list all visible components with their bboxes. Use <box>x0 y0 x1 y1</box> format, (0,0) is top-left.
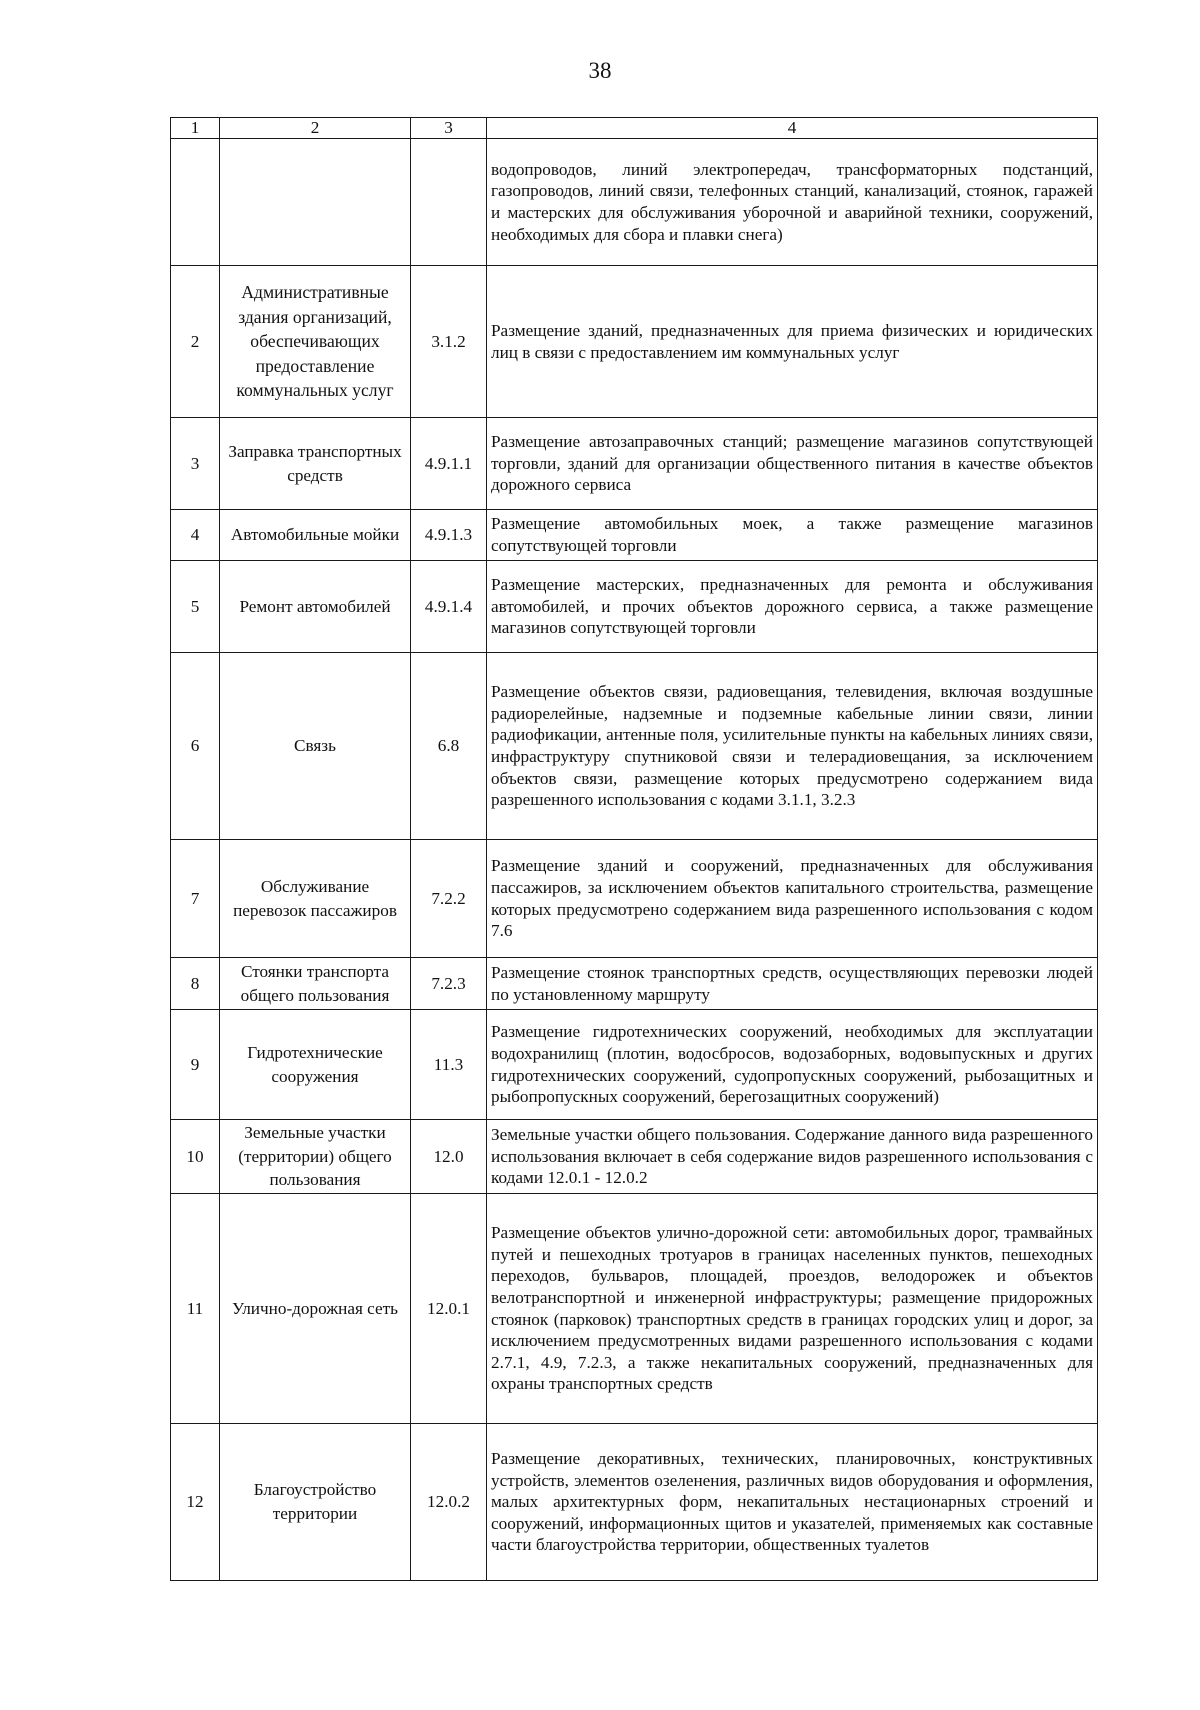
table-row <box>171 510 1098 561</box>
row-code: 12.0.1 <box>411 1194 487 1424</box>
row-code: 12.0.2 <box>411 1424 487 1581</box>
row-code: 11.3 <box>411 1010 487 1120</box>
row-description: Размещение стоянок транспортных средств, осуществляющих перевозки людей по установленному маршруту <box>487 958 1098 1010</box>
row-description: Размещение автозаправочных станций; размещение магазинов сопутствующей торговли, зданий для организации общественного питания в качестве объектов дорожного сервиса <box>487 418 1098 510</box>
row-use-type: Заправка транспортных средств <box>220 418 411 510</box>
table-header-row <box>171 118 1098 139</box>
row-description: Размещение объектов связи, радиовещания, телевидения, включая воздушные радиорелейные, надземные и подземные кабельные линии связи, линии радиофикации, антенные поля, усилительные пункты на кабельных линиях связи, инфраструктуру спутниковой связи и телерадиовещания, за исключением объектов связи, размещение которых предусмотрено содержанием вида разрешенного использования с кодами 3.1.1, 3.2.3 <box>487 653 1098 840</box>
row-use-type: Обслуживание перевозок пассажиров <box>220 840 411 958</box>
row-description: Земельные участки общего пользования. Содержание данного вида разрешенного использования включает в себя содержание видов разрешенного использования с кодами 12.0.1 - 12.0.2 <box>487 1120 1098 1194</box>
row-number: 2 <box>171 266 220 418</box>
row-code: 3.1.2 <box>411 266 487 418</box>
row-code: 6.8 <box>411 653 487 840</box>
land-use-table <box>170 117 1098 1581</box>
table-row <box>171 1010 1098 1120</box>
table-row <box>171 653 1098 840</box>
row-description: Размещение мастерских, предназначенных для ремонта и обслуживания автомобилей, и прочих объектов дорожного сервиса, а также размещение магазинов сопутствующей торговли <box>487 561 1098 653</box>
table-row <box>171 1424 1098 1581</box>
row-number: 7 <box>171 840 220 958</box>
row-description: Размещение зданий, предназначенных для приема физических и юридических лиц в связи с предоставлением им коммунальных услуг <box>487 266 1098 418</box>
row-use-type: Административные здания организаций, обеспечивающих предоставление коммунальных услуг <box>220 266 411 418</box>
table-row <box>171 1194 1098 1424</box>
row-number <box>171 139 220 266</box>
row-use-type <box>220 139 411 266</box>
table-row <box>171 418 1098 510</box>
table-row <box>171 1120 1098 1194</box>
row-use-type: Стоянки транспорта общего пользования <box>220 958 411 1010</box>
row-description: Размещение декоративных, технических, планировочных, конструктивных устройств, элементов озеленения, различных видов оборудования и оформления, малых архитектурных форм, некапитальных нестационарных строений и сооружений, информационных щитов и указателей, применяемых как составные части благоустройства территории, общественных туалетов <box>487 1424 1098 1581</box>
row-number: 10 <box>171 1120 220 1194</box>
row-code: 12.0 <box>411 1120 487 1194</box>
row-number: 5 <box>171 561 220 653</box>
row-use-type: Земельные участки (территории) общего пользования <box>220 1120 411 1194</box>
row-use-type: Благоустройство территории <box>220 1424 411 1581</box>
row-use-type: Связь <box>220 653 411 840</box>
row-description: водопроводов, линий электропередач, трансформаторных подстанций, газопроводов, линий связи, телефонных станций, канализаций, стоянок, гаражей и мастерских для обслуживания уборочной и аварийной техники, сооружений, необходимых для сбора и плавки снега) <box>487 139 1098 266</box>
column-header-2: 2 <box>220 118 411 139</box>
column-header-3: 3 <box>411 118 487 139</box>
row-number: 12 <box>171 1424 220 1581</box>
column-header-4: 4 <box>487 118 1098 139</box>
row-code: 7.2.3 <box>411 958 487 1010</box>
table-row <box>171 266 1098 418</box>
row-use-type: Улично-дорожная сеть <box>220 1194 411 1424</box>
row-use-type: Ремонт автомобилей <box>220 561 411 653</box>
row-number: 6 <box>171 653 220 840</box>
row-description: Размещение объектов улично-дорожной сети: автомобильных дорог, трамвайных путей и пешеходных тротуаров в границах населенных пунктов, пешеходных переходов, бульваров, площадей, проездов, велодорожек и объектов велотранспортной и инженерной инфраструктуры; размещение придорожных стоянок (парковок) транспортных средств в границах городских улиц и дорог, за исключением предусмотренных видами разрешенного использования с кодами 2.7.1, 4.9, 7.2.3, а также некапитальных сооружений, предназначенных для охраны транспортных средств <box>487 1194 1098 1424</box>
row-code <box>411 139 487 266</box>
row-description: Размещение зданий и сооружений, предназначенных для обслуживания пассажиров, за исключением объектов капитального строительства, размещение которых предусмотрено содержанием вида разрешенного использования с кодом 7.6 <box>487 840 1098 958</box>
table-row <box>171 139 1098 266</box>
column-header-1: 1 <box>171 118 220 139</box>
row-number: 8 <box>171 958 220 1010</box>
row-description: Размещение гидротехнических сооружений, необходимых для эксплуатации водохранилищ (плотин, водосбросов, водозаборных, водовыпускных и других гидротехнических сооружений, судопропускных сооружений, рыбозащитных и рыбопропускных сооружений, берегозащитных сооружений) <box>487 1010 1098 1120</box>
table-row <box>171 561 1098 653</box>
row-number: 3 <box>171 418 220 510</box>
row-code: 7.2.2 <box>411 840 487 958</box>
row-use-type: Автомобильные мойки <box>220 510 411 561</box>
row-code: 4.9.1.1 <box>411 418 487 510</box>
row-description: Размещение автомобильных моек, а также размещение магазинов сопутствующей торговли <box>487 510 1098 561</box>
row-code: 4.9.1.3 <box>411 510 487 561</box>
row-number: 9 <box>171 1010 220 1120</box>
row-use-type: Гидротехнические сооружения <box>220 1010 411 1120</box>
row-code: 4.9.1.4 <box>411 561 487 653</box>
page-number: 38 <box>588 58 612 83</box>
row-number: 4 <box>171 510 220 561</box>
table-row <box>171 840 1098 958</box>
table-row <box>171 958 1098 1010</box>
row-number: 11 <box>171 1194 220 1424</box>
